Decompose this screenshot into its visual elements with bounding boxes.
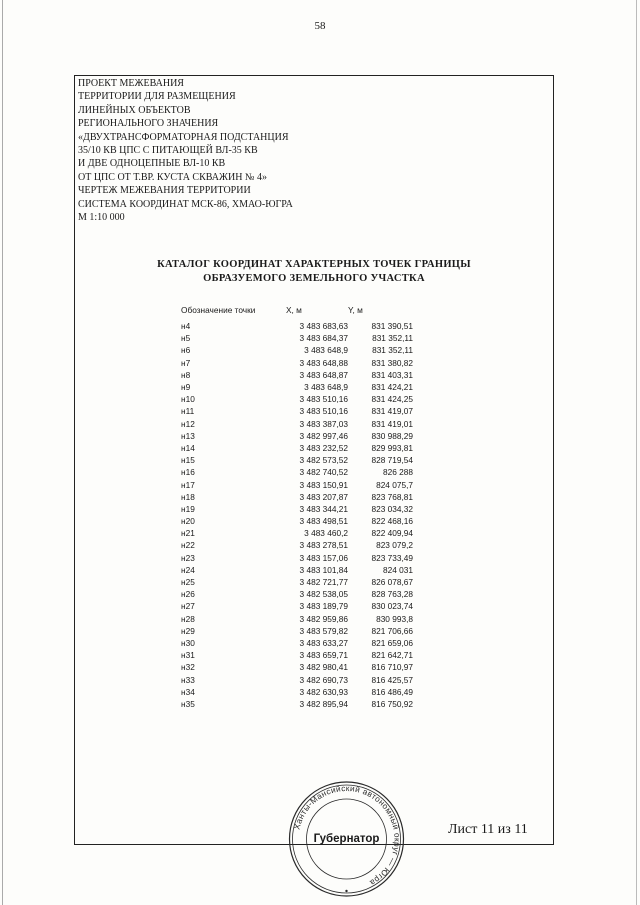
x-coordinate-cell: 3 483 510,16 [299,406,348,417]
point-label-cell: н24 [181,564,195,575]
title-block-line: 35/10 КВ ЦПС С ПИТАЮЩЕЙ ВЛ-35 КВ [78,145,258,157]
y-coordinate-cell: 831 352,11 [372,333,413,344]
y-coordinate-cell: 822 409,94 [371,528,413,539]
table-row [181,320,413,332]
point-label-cell: н13 [181,430,195,441]
title-block-line: И ДВЕ ОДНОЦЕПНЫЕ ВЛ-10 КВ [78,158,226,170]
point-label-cell: н9 [181,382,191,393]
y-coordinate-cell: 830 988,29 [371,430,413,441]
point-label-cell: н7 [181,357,191,368]
point-label-cell: н33 [181,674,195,685]
title-block-line: М 1:10 000 [78,212,125,224]
table-header-row [181,305,413,320]
y-coordinate-cell: 831 424,21 [371,382,413,393]
table-row [181,649,413,661]
column-header-x: X, м [286,305,302,315]
table-row [181,625,413,637]
point-label-cell: н25 [181,577,195,588]
point-label-cell: н18 [181,491,195,502]
x-coordinate-cell: 3 482 997,46 [299,430,348,441]
x-coordinate-cell: 3 483 498,51 [299,516,348,527]
table-row [181,466,413,478]
table-row [181,613,413,625]
table-row [181,357,413,369]
point-label-cell: н29 [181,625,195,636]
table-row [181,686,413,698]
x-coordinate-cell: 3 482 740,52 [299,467,348,478]
x-coordinate-cell: 3 483 460,2 [304,528,348,539]
coordinates-table [181,305,413,710]
x-coordinate-cell: 3 483 101,84 [299,564,348,575]
y-coordinate-cell: 828 719,54 [371,455,413,466]
table-row [181,430,413,442]
official-seal [284,780,409,898]
table-row [181,698,413,710]
y-coordinate-cell: 821 659,06 [371,637,413,648]
table-row [181,454,413,466]
x-coordinate-cell: 3 483 633,27 [299,637,348,648]
y-coordinate-cell: 816 750,92 [371,698,413,709]
y-coordinate-cell: 831 352,11 [372,345,413,356]
table-row [181,332,413,344]
x-coordinate-cell: 3 483 648,9 [304,345,348,356]
y-coordinate-cell: 828 763,28 [371,589,413,600]
y-coordinate-cell: 823 079,2 [376,540,413,551]
title-block-line: «ДВУХТРАНСФОРМАТОРНАЯ ПОДСТАНЦИЯ [78,131,289,143]
table-row [181,539,413,551]
y-coordinate-cell: 823 034,32 [371,503,413,514]
seal-ring-text: Ханты-Мансийский автономный округ — Югра [292,783,402,888]
y-coordinate-cell: 821 706,66 [371,625,413,636]
point-label-cell: н22 [181,540,195,551]
title-block-line: ЛИНЕЙНЫХ ОБЪЕКТОВ [78,104,191,116]
point-label-cell: н17 [181,479,195,490]
table-row [181,369,413,381]
x-coordinate-cell: 3 482 980,41 [299,662,348,673]
x-coordinate-cell: 3 483 189,79 [299,601,348,612]
table-row [181,588,413,600]
y-coordinate-cell: 826 288 [383,467,413,478]
y-coordinate-cell: 824 075,7 [376,479,413,490]
title-block-line: СИСТЕМА КООРДИНАТ МСК-86, ХМАО-ЮГРА [78,198,293,210]
table-row [181,576,413,588]
x-coordinate-cell: 3 483 659,71 [299,650,348,661]
catalog-title-line-1: КАТАЛОГ КООРДИНАТ ХАРАКТЕРНЫХ ТОЧЕК ГРАНИЦЫ [157,259,471,270]
title-block-line: РЕГИОНАЛЬНОГО ЗНАЧЕНИЯ [78,118,219,130]
x-coordinate-cell: 3 483 648,9 [304,382,348,393]
y-coordinate-cell: 826 078,67 [371,577,413,588]
x-coordinate-cell: 3 483 510,16 [299,394,348,405]
x-coordinate-cell: 3 482 690,73 [299,674,348,685]
catalog-title-line-2: ОБРАЗУЕМОГО ЗЕМЕЛЬНОГО УЧАСТКА [203,273,425,284]
column-header-point: Обозначение точки [181,305,256,315]
title-block-line: ЧЕРТЕЖ МЕЖЕВАНИЯ ТЕРРИТОРИИ [78,185,251,197]
point-label-cell: н26 [181,589,195,600]
y-coordinate-cell: 831 419,01 [371,418,413,429]
x-coordinate-cell: 3 482 895,94 [299,698,348,709]
x-coordinate-cell: 3 483 579,82 [299,625,348,636]
page-number: 58 [314,20,326,32]
x-coordinate-cell: 3 483 648,88 [299,357,348,368]
sheet-number-label: Лист 11 из 11 [448,822,528,837]
x-coordinate-cell: 3 483 387,03 [299,418,348,429]
table-row [181,503,413,515]
x-coordinate-cell: 3 483 232,52 [299,442,348,453]
point-label-cell: н35 [181,698,195,709]
x-coordinate-cell: 3 482 721,77 [299,577,348,588]
catalog-title [74,258,554,286]
point-label-cell: н32 [181,662,195,673]
table-row [181,478,413,490]
point-label-cell: н16 [181,467,195,478]
y-coordinate-cell: 816 486,49 [371,686,413,697]
point-label-cell: н28 [181,613,195,624]
table-row [181,418,413,430]
x-coordinate-cell: 3 483 344,21 [299,503,348,514]
x-coordinate-cell: 3 482 630,93 [299,686,348,697]
y-coordinate-cell: 822 468,16 [371,516,413,527]
point-label-cell: н4 [181,321,191,332]
point-label-cell: н21 [181,528,195,539]
table-row [181,405,413,417]
x-coordinate-cell: 3 483 684,37 [299,333,348,344]
table-row [181,515,413,527]
y-coordinate-cell: 823 768,81 [371,491,413,502]
point-label-cell: н30 [181,637,195,648]
title-block-line: ТЕРРИТОРИИ ДЛЯ РАЗМЕЩЕНИЯ [78,91,236,103]
x-coordinate-cell: 3 482 959,86 [299,613,348,624]
y-coordinate-cell: 830 993,8 [376,613,413,624]
table-row [181,552,413,564]
y-coordinate-cell: 816 710,97 [371,662,413,673]
point-label-cell: н23 [181,552,195,563]
table-row [181,344,413,356]
x-coordinate-cell: 3 482 573,52 [299,455,348,466]
point-label-cell: н19 [181,503,195,514]
y-coordinate-cell: 831 419,07 [371,406,413,417]
scan-edge-right [636,0,637,905]
point-label-cell: н15 [181,455,195,466]
x-coordinate-cell: 3 483 648,87 [299,369,348,380]
x-coordinate-cell: 3 483 278,51 [299,540,348,551]
x-coordinate-cell: 3 483 683,63 [299,321,348,332]
point-label-cell: н12 [181,418,195,429]
table-row [181,600,413,612]
point-label-cell: н11 [181,406,195,417]
title-block-line: ОТ ЦПС ОТ Т.ВР. КУСТА СКВАЖИН № 4» [78,171,267,183]
y-coordinate-cell: 824 031 [383,564,413,575]
y-coordinate-cell: 821 642,71 [371,650,413,661]
point-label-cell: н20 [181,516,195,527]
table-row [181,661,413,673]
title-block-line: ПРОЕКТ МЕЖЕВАНИЯ [78,78,184,89]
point-label-cell: н14 [181,442,195,453]
x-coordinate-cell: 3 482 538,05 [299,589,348,600]
y-coordinate-cell: 823 733,49 [371,552,413,563]
y-coordinate-cell: 831 403,31 [371,369,413,380]
point-label-cell: н34 [181,686,195,697]
scan-edge-left [2,0,3,905]
table-row [181,527,413,539]
drawing-title-block [78,77,293,224]
table-row [181,442,413,454]
y-coordinate-cell: 831 390,51 [371,321,413,332]
y-coordinate-cell: 816 425,57 [371,674,413,685]
x-coordinate-cell: 3 483 157,06 [299,552,348,563]
table-row [181,393,413,405]
table-row [181,491,413,503]
point-label-cell: н10 [181,394,195,405]
point-label-cell: н31 [181,650,195,661]
point-label-cell: н5 [181,333,191,344]
point-label-cell: н8 [181,369,191,380]
seal-center-text: Губернатор [313,833,380,845]
point-label-cell: н6 [181,345,191,356]
y-coordinate-cell: 830 023,74 [371,601,413,612]
column-header-y: Y, м [348,305,363,315]
y-coordinate-cell: 829 993,81 [371,442,413,453]
table-row [181,564,413,576]
y-coordinate-cell: 831 424,25 [371,394,413,405]
y-coordinate-cell: 831 380,82 [371,357,413,368]
x-coordinate-cell: 3 483 207,87 [299,491,348,502]
table-row [181,381,413,393]
table-row [181,637,413,649]
table-row [181,673,413,685]
x-coordinate-cell: 3 483 150,91 [299,479,348,490]
point-label-cell: н27 [181,601,195,612]
